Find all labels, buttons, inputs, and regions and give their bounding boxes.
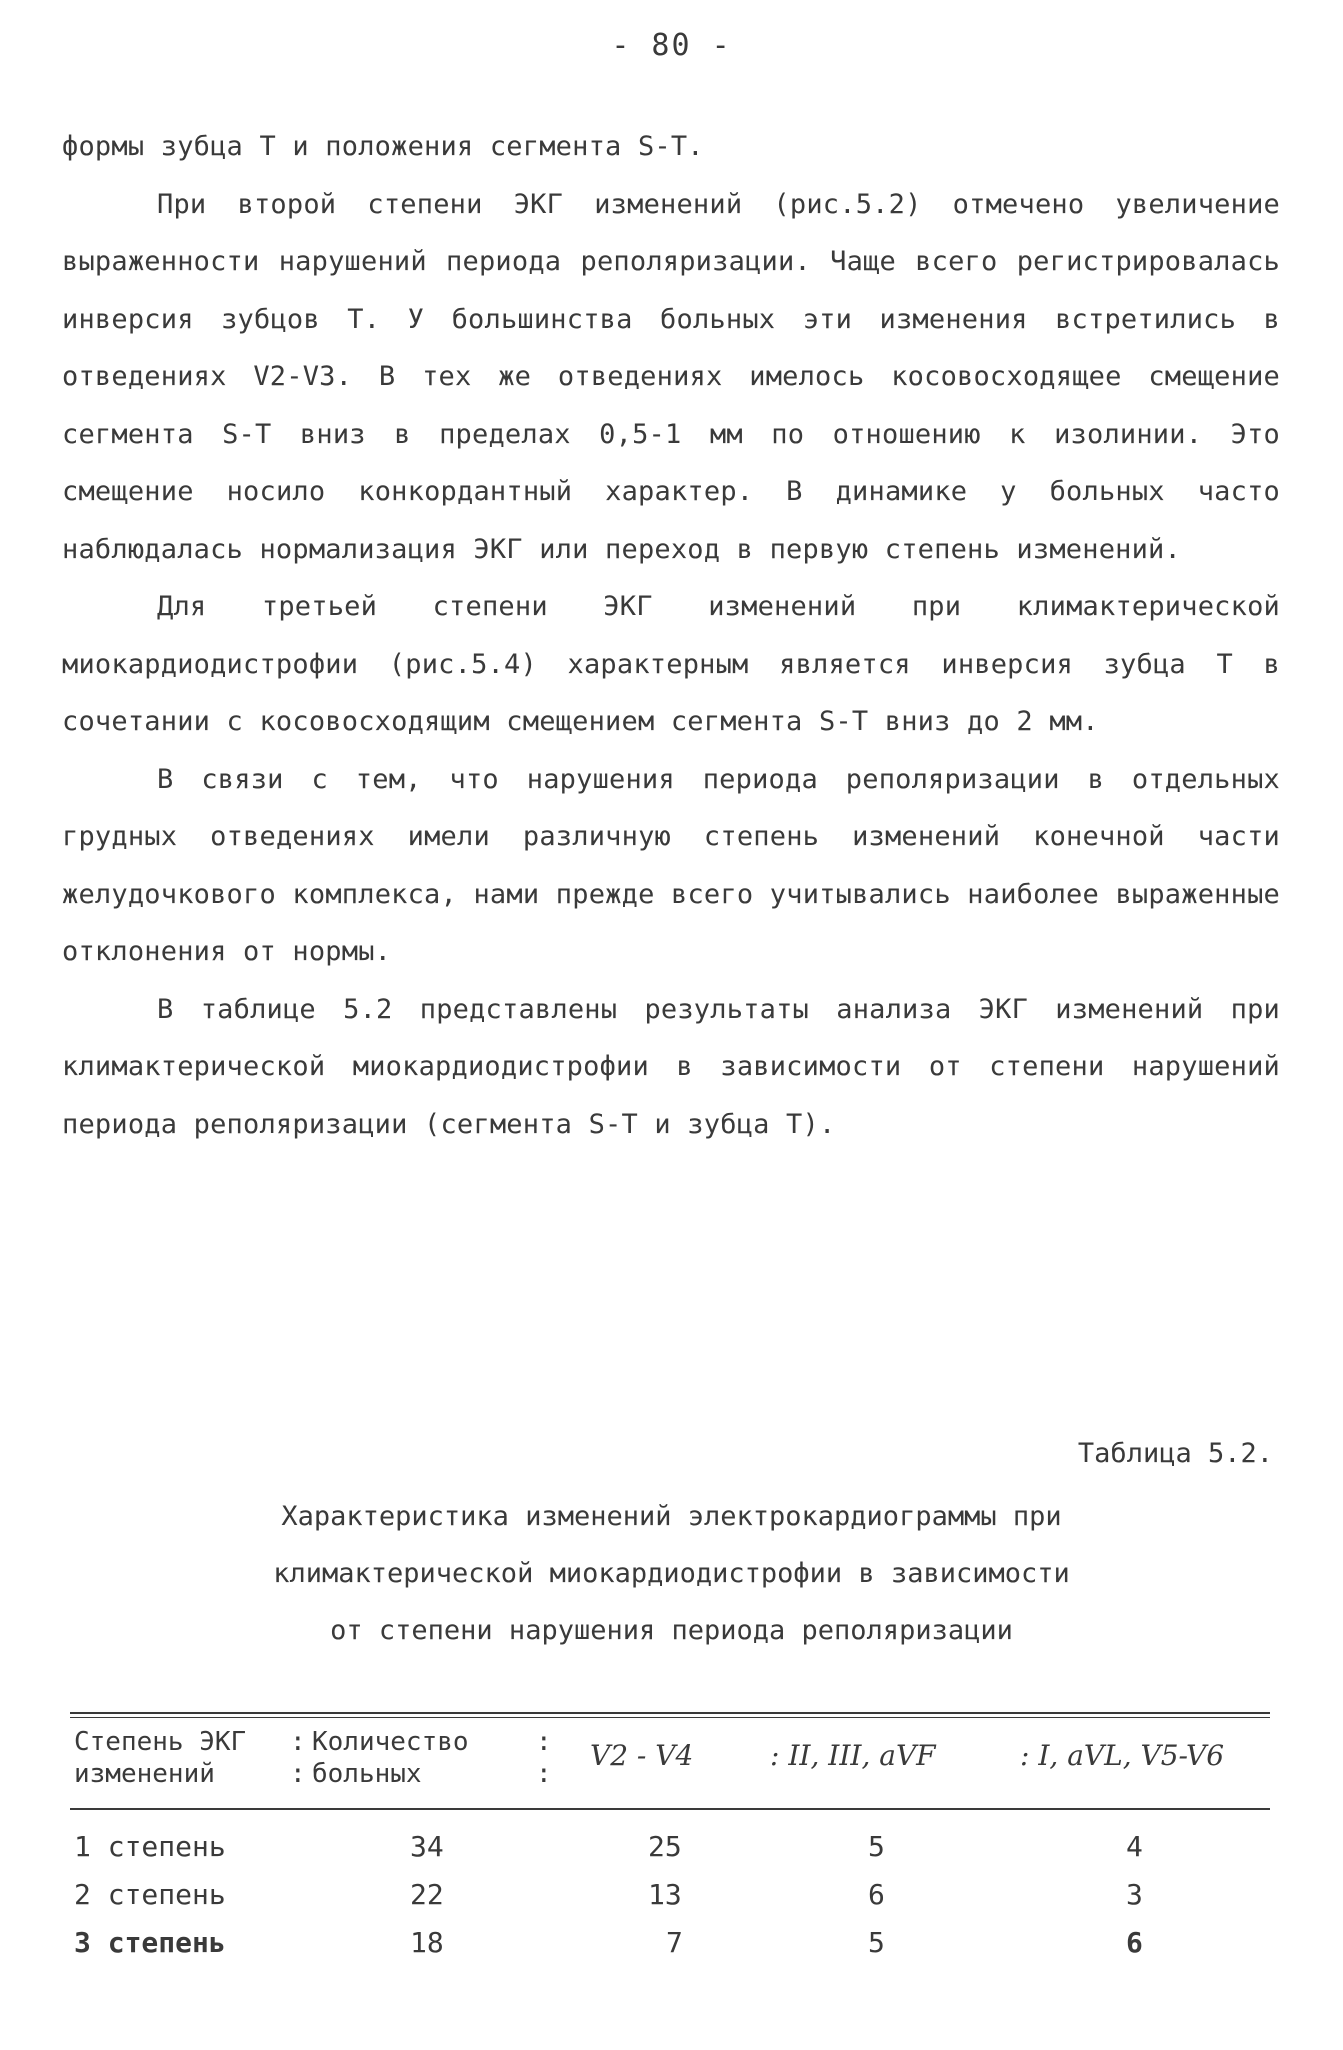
row-2-lateral: 3 [1126,1878,1143,1911]
row-1-lateral: 4 [1126,1830,1143,1863]
row-1-count: 34 [410,1830,444,1863]
header-leads-lateral [1020,1740,1224,1772]
row-1-chest: 25 [648,1830,682,1863]
row-3-chest: 7 [666,1926,683,1959]
paragraph-4: В связи с тем, что нарушения периода реполяризации в отдельных грудных отведениях имели различную степень изменений конечной части желудочкового комплекса, нами прежде всего учитывались наиболее выраженные отклонения от нормы. [62,763,1280,967]
row-3-degree: 3 степень [74,1926,226,1959]
header-leads-inferior-label: II, III, aVF [788,1739,936,1772]
row-3-inferior: 5 [868,1926,885,1959]
table-title-line-3: от степени нарушения периода реполяризации [330,1615,1013,1646]
table-title-line-1: Характеристика изменений электрокардиограммы при [281,1501,1062,1532]
body-text [62,118,1280,1153]
header-sep-2-a: : [536,1727,552,1757]
row-2-inferior: 6 [868,1878,885,1911]
header-count-line-2: больных [312,1759,422,1789]
header-degree [74,1726,246,1790]
header-sep-2 [536,1726,552,1790]
row-3-lateral: 6 [1126,1926,1143,1959]
header-leads-chest: V2 - V4 [590,1739,694,1772]
row-1-degree: 1 степень [74,1830,226,1863]
header-degree-line-1: Степень ЭКГ [74,1727,247,1757]
header-degree-line-2: изменений [74,1759,215,1789]
row-2-chest: 13 [648,1878,682,1911]
table-header-rule [70,1808,1270,1810]
row-2-degree: 2 степень [74,1878,226,1911]
header-sep-3: : [770,1739,780,1772]
table-label: Таблица 5.2. [1077,1438,1273,1469]
table-top-rule-thin [70,1717,1270,1718]
header-count [312,1726,469,1790]
paragraph-1: формы зубца Т и положения сегмента S-T. [62,131,704,162]
header-count-line-1: Количество [312,1727,469,1757]
row-3-count: 18 [410,1926,444,1959]
header-sep-1 [290,1726,306,1790]
header-sep-1-b: : [290,1759,306,1789]
table-top-rule [70,1712,1270,1714]
paragraph-5: В таблице 5.2 представлены результаты анализа ЭКГ изменений при климактерической миокардиодистрофии в зависимости от степени нарушений периода реполяризации (сегмента S-T и зубца Т). [62,993,1280,1140]
paragraph-2: При второй степени ЭКГ изменений (рис.5.2) отмечено увеличение выраженности нарушений периода реполяризации. Чаще всего регистрировалась инверсия зубцов Т. У большинства больных эти изменения встретились в отведениях V2-V3. В тех же отведениях имелось косовосходящее смещение сегмента S-T вниз в пределах 0,5-1 мм по отношению к изолинии. Это смещение носило конкордантный характер. В динамике у больных часто наблюдалась нормализация ЭКГ или переход в первую степень изменений. [62,188,1280,565]
header-leads-lateral-label: I, aVL, V5-V6 [1038,1739,1225,1772]
header-sep-4: : [1020,1739,1030,1772]
header-sep-2-b: : [536,1759,552,1789]
table-title-line-2: климактерической миокардиодистрофии в зависимости [273,1558,1070,1589]
header-sep-1-a: : [290,1727,306,1757]
table-title [0,1488,1343,1659]
row-2-count: 22 [410,1878,444,1911]
header-leads-inferior [770,1740,936,1772]
page-number: - 80 - [611,28,732,63]
row-1-inferior: 5 [868,1830,885,1863]
paragraph-3: Для третьей степени ЭКГ изменений при климактерической миокардиодистрофии (рис.5.4) характерным является инверсия зубца Т в сочетании с косовосходящим смещением сегмента S-T вниз до 2 мм. [62,591,1280,737]
